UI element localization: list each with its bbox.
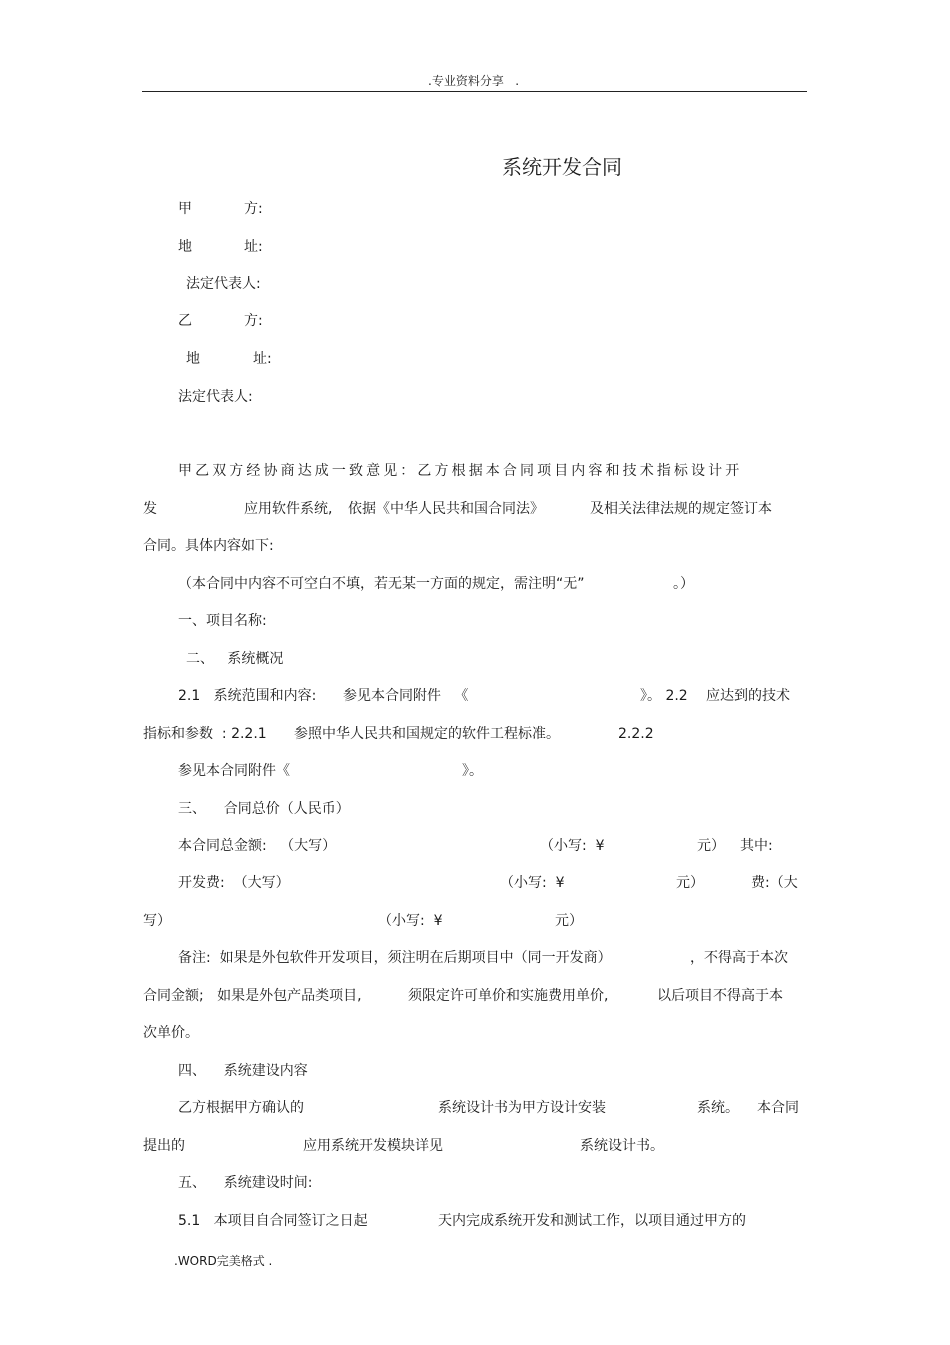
party-a-address-suffix: 址:: [244, 239, 263, 255]
section-4-line-1-c: 系统。: [697, 1100, 739, 1116]
remark-line-1-a: 备注: 如果是外包软件开发项目，须注明在后期项目中（同一开发商）: [178, 950, 612, 966]
section-4-line-2-c: 系统设计书。: [580, 1138, 664, 1154]
party-b-address-suffix: 址:: [253, 351, 272, 367]
section-2-title: 二、 系统概况: [186, 651, 284, 667]
section-5-line-1-a: 5.1 本项目自合同签订之日起: [178, 1213, 368, 1229]
section-5-line-1-b: 天内完成系统开发和测试工作，以项目通过甲方的: [438, 1213, 746, 1229]
party-b-suffix: 方:: [244, 313, 263, 329]
party-b-representative-label: 法定代表人:: [178, 389, 253, 405]
section-4-title: 四、 系统建设内容: [178, 1063, 308, 1079]
intro-note-b: 。）: [673, 576, 694, 592]
section-4-line-1-a: 乙方根据甲方确认的: [178, 1100, 304, 1116]
party-b-address-label: 地: [186, 351, 200, 367]
section-4-line-1-d: 本合同: [757, 1100, 799, 1116]
party-a-address-label: 地: [178, 239, 192, 255]
party-a-suffix: 方:: [244, 201, 263, 217]
section-2-line-1-d: 应达到的技术: [706, 688, 790, 704]
section-1-title: 一、项目名称:: [178, 613, 267, 629]
remark-line-2-a: 合同金额; 如果是外包产品类项目,: [143, 988, 362, 1004]
section-4-line-2-b: 应用系统开发模块详见: [303, 1138, 443, 1154]
document-title: 系统开发合同: [502, 155, 622, 179]
intro-note-a: （本合同中内容不可空白不填，若无某一方面的规定，需注明“无”: [178, 576, 585, 592]
remark-line-3: 次单价。: [143, 1025, 199, 1041]
header-rule: [142, 91, 807, 92]
remark-line-2-b: 须限定许可单价和实施费用单价,: [408, 988, 609, 1004]
dev-fee-label: 开发费: （大写）: [178, 875, 290, 891]
other-fee-unit: 元）: [555, 913, 583, 929]
total-amount-label: 本合同总金额: （大写）: [178, 838, 337, 854]
other-fee-small-label: （小写: ¥: [378, 913, 443, 929]
section-4-line-1-b: 系统设计书为甲方设计安装: [438, 1100, 606, 1116]
section-5-title: 五、 系统建设时间:: [178, 1175, 313, 1191]
other-fee-label: 费:（大: [751, 875, 798, 891]
intro-line-3: 合同。具体内容如下:: [143, 538, 274, 554]
party-b-label: 乙: [178, 313, 192, 329]
section-2-line-1-a: 2.1 系统范围和内容:: [178, 688, 317, 704]
total-amount-including: 其中:: [740, 838, 773, 854]
intro-line-2-d: 及相关法律法规的规定签订本: [590, 501, 772, 517]
intro-line-2-a: 发: [143, 501, 157, 517]
dev-fee-small-label: （小写: ¥: [500, 875, 565, 891]
section-2-line-2-b: 参照中华人民共和国规定的软件工程标准。: [294, 726, 560, 742]
total-amount-small-label: （小写: ¥: [540, 838, 605, 854]
intro-line-1: 甲乙双方经协商达成一致意见：乙方根据本合同项目内容和技术指标设计开: [178, 463, 743, 479]
section-4-line-2-a: 提出的: [143, 1138, 185, 1154]
party-a-label: 甲: [178, 201, 192, 217]
remark-line-1-b: ，不得高于本次: [690, 950, 788, 966]
party-a-representative-label: 法定代表人:: [186, 276, 261, 292]
header-text: .专业资料分享 .: [428, 74, 520, 88]
other-fee-label-cont: 写）: [143, 913, 171, 929]
section-2-line-3-a: 参见本合同附件《: [178, 763, 290, 779]
total-amount-unit: 元）: [697, 838, 725, 854]
remark-line-2-c: 以后项目不得高于本: [657, 988, 783, 1004]
dev-fee-unit: 元）: [676, 875, 704, 891]
section-2-line-1-b: 参见本合同附件 《: [343, 688, 469, 704]
section-2-line-3-b: 》。: [462, 763, 483, 779]
page-footer: .WORD完美格式 .: [174, 1254, 273, 1268]
intro-line-2-b: 应用软件系统,: [244, 501, 333, 517]
intro-line-2-c: 依据《中华人民共和国合同法》: [348, 501, 544, 517]
section-2-line-2-a: 指标和参数 : 2.2.1: [143, 726, 267, 742]
section-2-line-1-c: 》。 2.2: [640, 688, 688, 704]
section-2-line-2-c: 2.2.2: [618, 726, 654, 742]
section-3-title: 三、 合同总价（人民币）: [178, 801, 350, 817]
